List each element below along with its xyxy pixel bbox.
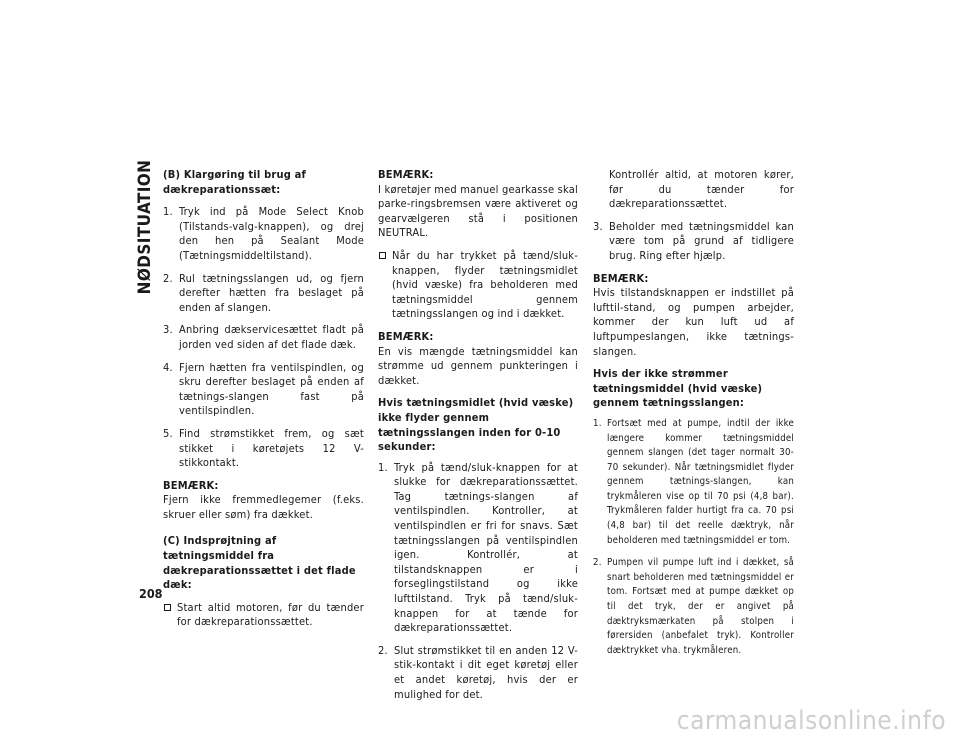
- list-item: 3. Anbring dækservicesættet fladt på jorden ved siden af det flade dæk.: [163, 323, 364, 351]
- note-label: BEMÆRK:: [378, 168, 434, 181]
- steps-c-cont: [593, 220, 794, 264]
- note-text: Fjern ikke fremmedlegemer (f.eks. skruer eller søm) fra dækket.: [163, 493, 364, 521]
- note-label: BEMÆRK:: [378, 329, 434, 343]
- steps-b: [163, 205, 364, 471]
- list-item: 2. Slut strømstikket til en anden 12 V-stik-kontakt i dit eget køretøj eller et andet køretøj, hvis der er mulighed for det.: [378, 643, 578, 701]
- list-item: 2. Rul tætningsslangen ud, og fjern derefter hætten fra beslaget på enden af slangen.: [163, 271, 364, 314]
- note-text: I køretøjer med manuel gearkasse skal parke-ringsbremsen være aktiveret og gearvælgeren stå i positionen NEUTRAL.: [378, 182, 578, 240]
- steps-c: [378, 461, 578, 703]
- heading-c: (C) Indsprøjtning af tætningsmiddel fra dækreparationssættet i det flade dæk:: [163, 534, 356, 592]
- list-item: 1. Tryk ind på Mode Select Knob (Tilstands-valg-knappen), og drej den hen på Sealant Mode (Tætningsmiddeltilstand).: [163, 205, 364, 262]
- subheading: Hvis der ikke strømmer tætningsmiddel (hvid væske) gennem tætningsslangen:: [593, 367, 763, 410]
- list-item: 1. Tryk på tænd/sluk-knappen for at slukke for dækreparationssættet. Tag tætnings-slangen af ventilspindlen. Kontroller, at ventilspindlen er fri for snavs. Sæt tætningsslangen på ventilspindlen igen. Kontrollér, at tilstandsknappen er i forseglingstilstand og ikke lufttilstand. Tryk på tænd/sluk-knappen for at tænde for dækreparationssættet.: [378, 460, 578, 635]
- list-item: 4. Fjern hætten fra ventilspindlen, og skru derefter beslaget på enden af tætnings-slangen fast på ventilspindlen.: [163, 360, 364, 418]
- note-text: En vis mængde tætningsmiddel kan strømme ud gennem punkteringen i dækket.: [378, 344, 578, 387]
- list-item: 5. Find strømstikket frem, og sæt stikket i køretøjets 12 V-stikkontakt.: [163, 426, 364, 470]
- column-2: [378, 168, 578, 710]
- note-label: BEMÆRK:: [163, 478, 219, 492]
- list-item: 2. Pumpen vil pumpe luft ind i dækket, så snart beholderen med tætningsmiddel er tom. Fortsæt med at pumpe dækket op til det tryk, der er angivet på dæktryksmærkaten på stolpen i førersiden (anbefalet tryk). Kontroller dæktrykket vha. trykmåleren.: [593, 557, 794, 656]
- bullet-item: Når du har trykket på tænd/sluk-knappen, flyder tætningsmidlet (hvid væske) fra beholderen med tætningsmiddel gennem tætningsslangen og ind i dækket.: [378, 249, 578, 322]
- column-3: [593, 168, 794, 666]
- page-number: 208: [139, 586, 163, 601]
- list-item: 1. Fortsæt med at pumpe, indtil der ikke længere kommer tætningsmiddel gennem slangen (det tager normalt 30-70 sekunder). Når tætningsmidlet flyder gennem tætnings-slangen, kan trykmåleren vise op til 70 psi (4,8 bar). Trykmåleren falder hurtigt fra ca. 70 psi (4,8 bar) til det reelle dæktryk, når beholderen med tætningsmiddel er tom.: [593, 417, 794, 546]
- section-title: NØDSITUATION: [135, 159, 155, 295]
- note-text: Hvis tilstandsknappen er indstillet på lufttil-stand, og pumpen arbejder, kommer der kun luft ud af luftpumpeslangen, ikke tætnings-slangen.: [593, 286, 794, 358]
- steps-no-sealant: [593, 417, 794, 659]
- column-1: [163, 168, 364, 638]
- continuation-text: Kontrollér altid, at motoren kører, før du tænder for dækreparationssættet.: [609, 168, 794, 211]
- list-item: 3. Beholder med tætningsmiddel kan være tom på grund af tidligere brug. Ring efter hjælp.: [593, 219, 794, 262]
- checkbox-bullet-icon: [164, 604, 171, 611]
- section-side-tab: [134, 159, 156, 295]
- heading-b: (B) Klargøring til brug af dækreparationssæt:: [163, 168, 307, 196]
- watermark: carmanualsonline.info: [676, 706, 946, 736]
- checkbox-bullet-icon: [379, 252, 386, 259]
- subheading: Hvis tætningsmidlet (hvid væske) ikke flyder gennem tætningsslangen inden for 0-10 sekunder:: [378, 396, 574, 454]
- note-label: BEMÆRK:: [593, 271, 649, 285]
- bullet-item: Start altid motoren, før du tænder for dækreparationssættet.: [163, 601, 364, 630]
